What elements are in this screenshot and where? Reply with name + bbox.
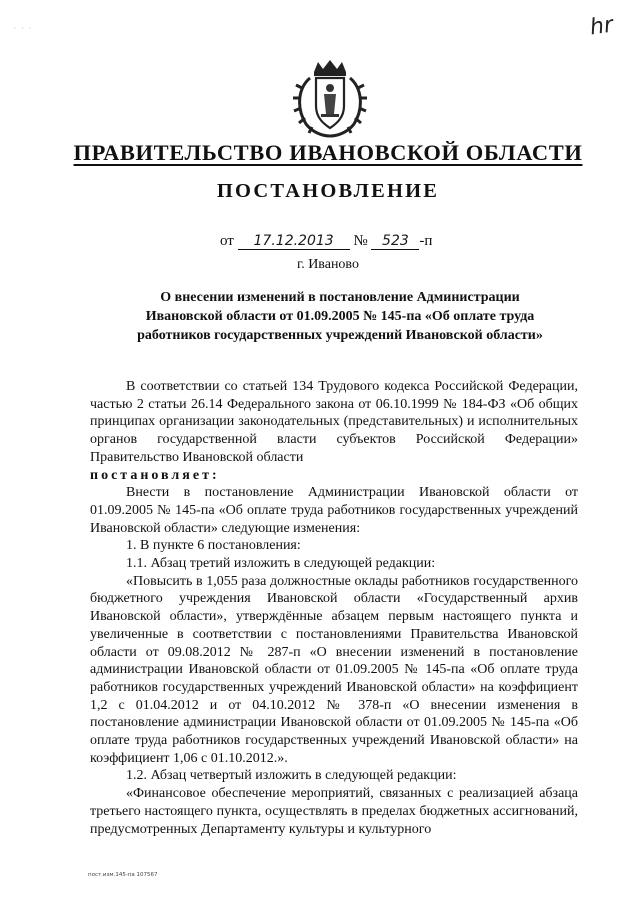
handwritten-note: hr (588, 12, 615, 41)
footer-code: пост.изм.145-па 107567 (88, 872, 158, 878)
date-number-line (220, 233, 432, 250)
paragraph: «Финансовое обеспечение мероприятий, связанных с реализацией абзаца третьего настоящего пункта, осуществлять в пределах бюджетных ассигнований, предусмотренных Департаменту культуры и культурного (90, 786, 578, 837)
paragraph: Внести в постановление Администрации Ивановской области от 01.09.2005 № 145-па «Об оплате труда работников государственных учреждений Ивановской области» следующие изменения: (90, 485, 578, 536)
date-prefix: от (220, 233, 234, 249)
number-suffix: -п (419, 233, 433, 249)
paragraph: 1.2. Абзац четвертый изложить в следующей редакции: (126, 768, 457, 784)
subject-line-2: Ивановской области от 01.09.2005 № 145-па «Об оплате труда (145, 309, 535, 324)
document-type: ПОСТАНОВЛЕНИЕ (216, 180, 440, 202)
number-prefix: № (353, 233, 368, 249)
subject-line-1: О внесении изменений в постановление Администрации (160, 290, 520, 305)
document-subject (120, 288, 560, 345)
subject-line-3: работников государственных учреждений Ивановской области» (137, 328, 543, 343)
resolves-line (90, 467, 578, 485)
stray-mark: · · · (14, 26, 33, 32)
ivanovo-coat-of-arms-icon (292, 58, 368, 138)
document-body (90, 378, 578, 838)
paragraph: 1. В пункте 6 постановления: (126, 538, 301, 554)
resolves-word: постановляет: (90, 467, 220, 483)
paragraph: 1.1. Абзац третий изложить в следующей редакции: (126, 556, 436, 572)
date-value: 17.12.2013 (238, 233, 350, 250)
paragraph: «Повысить в 1,055 раза должностные оклады работников государственного бюджетного учреждения Ивановской области «Государственный архив Ивановской области», утверждённые абзацем первым настоящего пункта и увеличенные в соответствии с постановлениями Правительства Ивановской области от 09.08.2012 № 287-п «О внесении изменений в постановление администрации Ивановской области от 01.09.2005 № 145-па «Об оплате труда работников государственных учреждений Ивановской области» на коэффициент 1,2 с 01.04.2012 и от 04.10.2012 № 378-п «О внесении изменения в постановление администрации Ивановской области от 01.09.2005 № 145-па «Об оплате труда работников государственных учреждений Ивановской области» на коэффициент 1,06 с 01.10.2012.». (90, 573, 578, 766)
government-name: ПРАВИТЕЛЬСТВО ИВАНОВСКОЙ ОБЛАСТИ (73, 140, 583, 165)
preamble-paragraph: В соответствии со статьей 134 Трудового кодекса Российской Федерации, частью 2 статьи 26.14 Федерального закона от 06.10.1999 № 184-ФЗ «Об общих принципах организации законодательных (представительных) и исполнительных органов государственной власти субъектов Российской Федерации» Правительство Ивановской области (90, 379, 578, 465)
city: г. Иваново (297, 257, 359, 272)
number-value: 523 (371, 233, 419, 250)
